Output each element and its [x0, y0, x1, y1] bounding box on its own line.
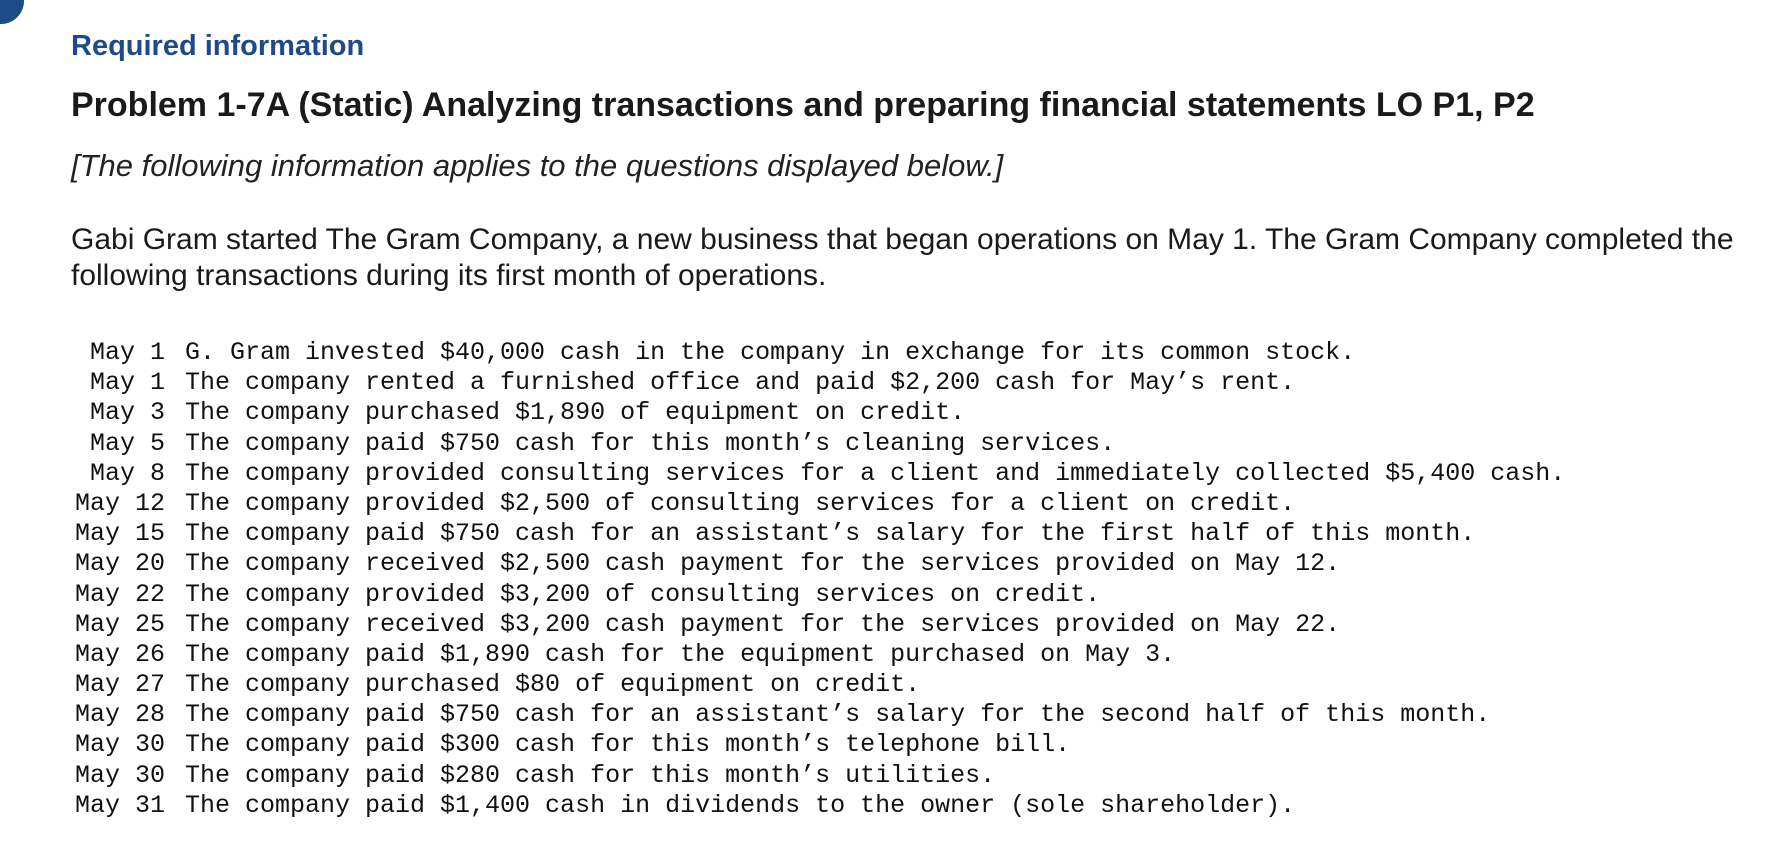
- transaction-date: May 30: [74, 730, 165, 760]
- transaction-date: May 28: [74, 700, 165, 730]
- transaction-description: The company paid $1,890 cash for the equipment purchased on May 3.: [185, 639, 1176, 669]
- transaction-description: The company received $2,500 cash payment for the services provided on May 12.: [185, 549, 1341, 579]
- transaction-description: The company purchased $80 of equipment on credit.: [185, 670, 921, 700]
- required-information-heading: Required information: [71, 30, 365, 62]
- transaction-row: [71, 580, 1565, 610]
- transaction-description: The company paid $1,400 cash in dividends to the owner (sole shareholder).: [185, 790, 1296, 820]
- transaction-row: [71, 429, 1565, 459]
- transactions-list: [71, 338, 1565, 821]
- transaction-row: [71, 489, 1565, 519]
- transaction-date: May 1: [89, 368, 165, 398]
- transaction-date: May 1: [89, 338, 165, 367]
- applies-note: [The following information applies to the questions displayed below.]: [71, 148, 1004, 183]
- transaction-date: May 30: [74, 760, 165, 790]
- transaction-row: [71, 791, 1565, 821]
- transaction-date: May 26: [74, 639, 165, 669]
- transaction-date: May 31: [74, 790, 165, 820]
- transaction-description: The company received $3,200 cash payment for the services provided on May 22.: [185, 609, 1341, 639]
- transaction-row: [71, 338, 1565, 368]
- transaction-description: The company paid $750 cash for this month’s cleaning services.: [185, 428, 1116, 458]
- transaction-date: May 27: [74, 670, 165, 700]
- transaction-description: The company paid $750 cash for an assistant’s salary for the second half of this month.: [185, 700, 1491, 730]
- transaction-description: The company paid $300 cash for this month’s telephone bill.: [185, 730, 1071, 760]
- transaction-date: May 22: [74, 579, 165, 609]
- transaction-row: [71, 730, 1565, 760]
- transaction-description: The company paid $280 cash for this month’s utilities.: [185, 760, 996, 790]
- transaction-date: May 15: [74, 519, 165, 549]
- transaction-date: May 3: [89, 398, 165, 428]
- transaction-date: May 25: [74, 609, 165, 639]
- transaction-row: [71, 761, 1565, 791]
- transaction-description: The company provided consulting services for a client and immediately collected $5,400 cash.: [185, 458, 1566, 488]
- transaction-row: [71, 519, 1565, 549]
- problem-title: Problem 1-7A (Static) Analyzing transactions and preparing financial statements LO P1, P2: [71, 86, 1535, 124]
- transaction-date: May 8: [89, 458, 165, 488]
- transaction-date: May 5: [89, 428, 165, 458]
- transaction-row: [71, 640, 1565, 670]
- corner-badge-icon: [0, 0, 24, 24]
- intro-paragraph: Gabi Gram started The Gram Company, a new business that began operations on May 1. The Gram Company completed the following transactions during its first month of operations.: [71, 223, 1734, 292]
- transaction-description: The company provided $3,200 of consulting services on credit.: [185, 579, 1101, 609]
- transaction-description: The company paid $750 cash for an assistant’s salary for the first half of this month.: [185, 519, 1476, 549]
- transaction-row: [71, 368, 1565, 398]
- transaction-row: [71, 610, 1565, 640]
- transaction-row: [71, 549, 1565, 579]
- transaction-date: May 20: [74, 549, 165, 579]
- transaction-description: The company purchased $1,890 of equipment on credit.: [185, 398, 966, 428]
- transaction-row: [71, 670, 1565, 700]
- transaction-row: [71, 459, 1565, 489]
- transaction-row: [71, 700, 1565, 730]
- transaction-row: [71, 398, 1565, 428]
- transaction-description: The company provided $2,500 of consulting services for a client on credit.: [185, 488, 1296, 518]
- transaction-date: May 12: [74, 488, 165, 518]
- transaction-description: The company rented a furnished office and paid $2,200 cash for May’s rent.: [185, 368, 1296, 398]
- transaction-description: G. Gram invested $40,000 cash in the company in exchange for its common stock.: [185, 338, 1356, 367]
